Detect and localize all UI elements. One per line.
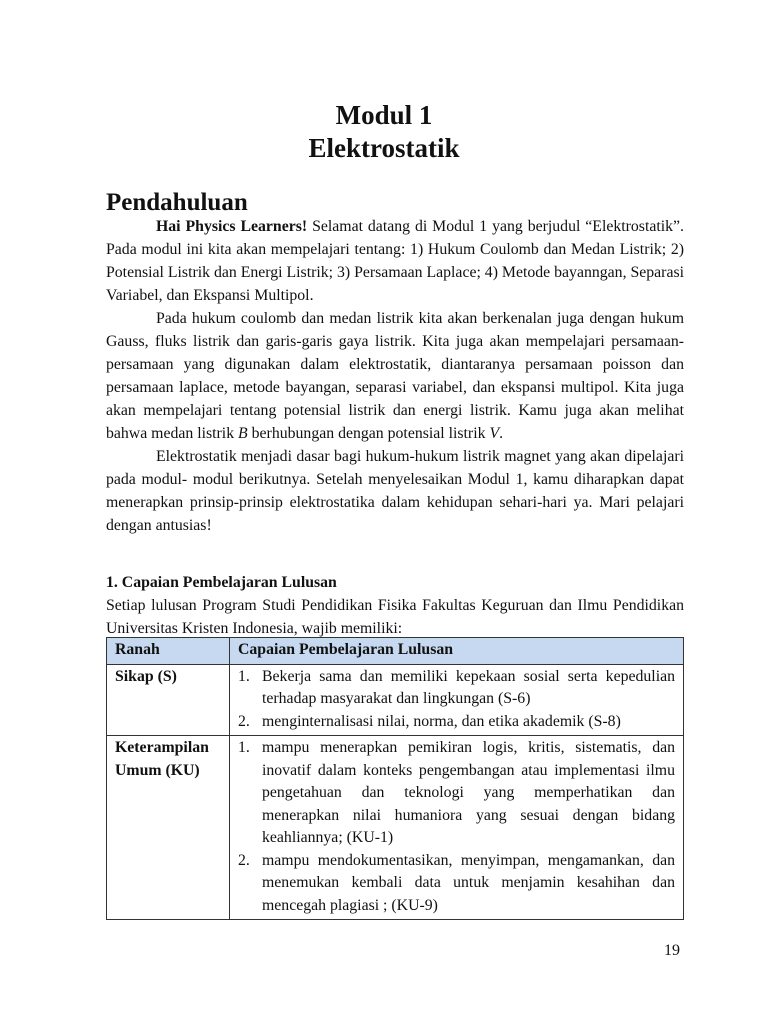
subsection-cpl: [106, 571, 684, 640]
module-title-number: Modul 1: [335, 100, 433, 130]
list-item-number: 2.: [238, 712, 250, 730]
list-item-text: mampu menerapkan pemikiran logis, kritis, sistematis, dan inovatif dalam konteks pengembangan atau implementasi ilmu pengetahuan dan teknologi yang memperhatikan dan menerapkan nilai humaniora yang sesuai dengan bidang keahliannya; (KU-1): [262, 739, 675, 846]
subsection-heading: 1. Capaian Pembelajaran Lulusan: [106, 574, 337, 591]
list-item: [238, 666, 675, 711]
intro-paragraph-2: [106, 307, 684, 445]
table-header-row: [107, 638, 684, 665]
table-row: [107, 664, 684, 736]
intro-paragraph-3: Elektrostatik menjadi dasar bagi hukum-hukum listrik magnet yang akan dipelajari pada modul- modul berikutnya. Setelah menyelesaikan Modul 1, kamu diharapkan dapat menerapkan prinsip-prinsip elektrostatika dalam kehidupan sehari-hari ya. Mari pelajari dengan antusias!: [106, 448, 684, 534]
list-item-text: mampu mendokumentasikan, menyimpan, mengamankan, dan menemukan kembali data untuk menjamin kesahihan dan mencegah plagiasi ; (KU-9): [262, 851, 675, 914]
intro-paragraph-1: [106, 215, 684, 307]
table-cell-ranah: Keterampilan Umum (KU): [107, 736, 230, 920]
table-cell-ranah: Sikap (S): [107, 664, 230, 736]
intro-body: [106, 215, 684, 537]
list-item: [238, 737, 675, 850]
capaian-list: [238, 737, 675, 917]
list-item: [238, 711, 675, 734]
capaian-list: [238, 666, 675, 734]
math-variable-v: V: [489, 425, 500, 442]
list-item-number: 1.: [238, 667, 250, 685]
table-cell-capaian: [230, 664, 684, 736]
list-item-number: 1.: [238, 739, 250, 756]
math-variable-b: B: [238, 425, 248, 442]
section-heading-pendahuluan: Pendahuluan: [106, 189, 248, 216]
module-title-topic: Elektrostatik: [308, 133, 460, 163]
list-item: [238, 850, 675, 918]
list-item-text: Bekerja sama dan memiliki kepekaan sosial serta kepedulian terhadap masyarakat dan lingkungan (S-6): [262, 667, 675, 707]
intro-paragraph-2-text-a: Pada hukum coulomb dan medan listrik kita akan berkenalan juga dengan hukum Gauss, fluks listrik dan garis-garis gaya listrik. Kita juga akan mempelajari persamaan-persamaan yang digunakan dalam elektrostatik, diantaranya persamaan poisson dan persamaan laplace, metode bayangan, separasi variabel, dan ekspansi multipol. Kita juga akan mempelajari tentang potensial listrik dan energi listrik. Kamu juga akan melihat bahwa medan listrik: [106, 310, 684, 442]
list-item-number: 2.: [238, 851, 250, 869]
subsection-intro: Setiap lulusan Program Studi Pendidikan Fisika Fakultas Keguruan dan Ilmu Pendidikan Universitas Kristen Indonesia, wajib memiliki:: [106, 597, 684, 637]
module-title: [0, 99, 768, 165]
header-ranah: Ranah: [107, 638, 230, 665]
cpl-table: [106, 637, 684, 920]
intro-paragraph-2-text-b: berhubungan dengan potensial listrik: [247, 425, 490, 442]
intro-paragraph-2-text-c: .: [499, 425, 504, 442]
table-cell-capaian: [230, 736, 684, 920]
intro-greeting: Hai Physics Learners!: [156, 218, 308, 235]
intro-paragraph-1-text: Selamat datang di Modul 1 yang berjudul “Elektrostatik”. Pada modul ini kita akan mempelajari tentang: 1) Hukum Coulomb dan Medan Listrik; 2) Potensial Listrik dan Energi Listrik; 3) Persamaan Laplace; 4) Metode bayanngan, Separasi Variabel, dan Ekspansi Multipol.: [106, 218, 684, 304]
table-row: [107, 736, 684, 920]
page-number: 19: [664, 942, 680, 959]
header-capaian: Capaian Pembelajaran Lulusan: [230, 638, 684, 665]
list-item-text: menginternalisasi nilai, norma, dan etika akademik (S-8): [262, 712, 621, 730]
